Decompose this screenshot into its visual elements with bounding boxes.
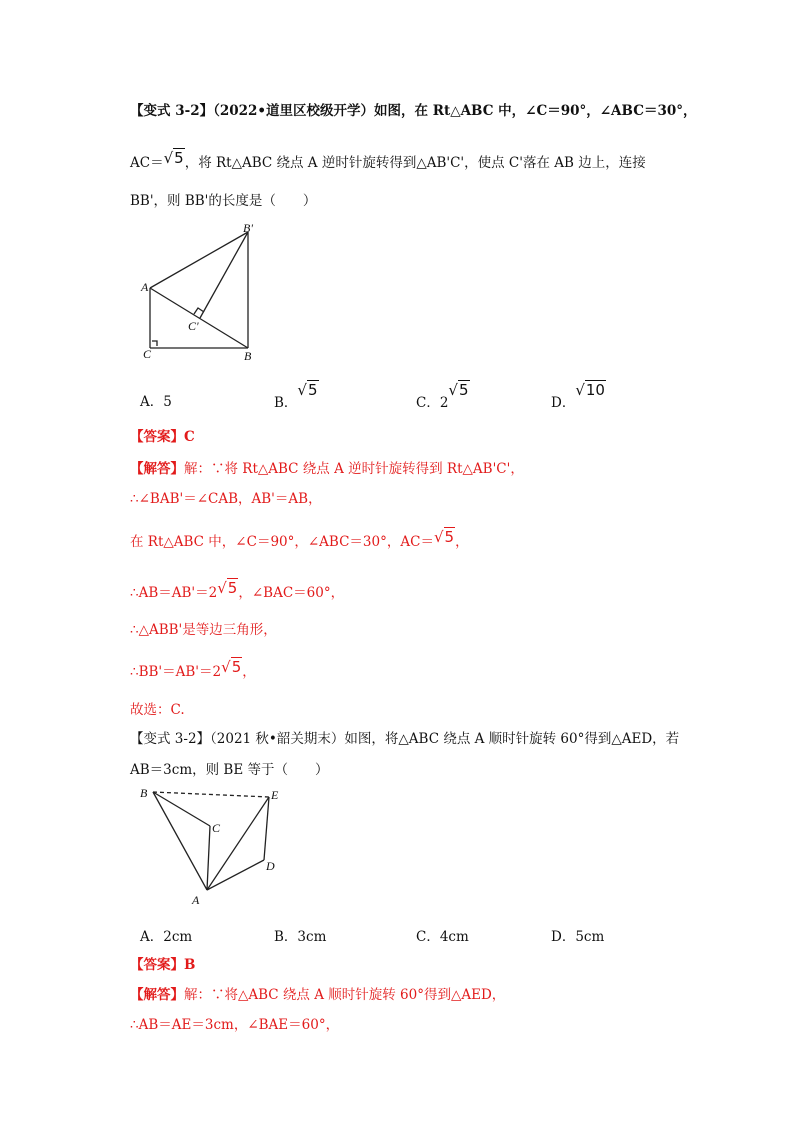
q2-stem-line1 — [130, 729, 679, 749]
label-b: B — [140, 786, 148, 800]
q1-option-c[interactable] — [416, 381, 470, 413]
sqrt-symbol: √10 — [575, 381, 605, 399]
segment-bc — [153, 792, 210, 826]
q1-sqrt5: 5 — [227, 579, 238, 597]
segment-ca — [207, 826, 210, 890]
label-a: A — [192, 893, 200, 907]
q1-stem-text: AC＝ — [130, 155, 164, 171]
sqrt-symbol: √5 — [217, 579, 238, 597]
q1-option-b[interactable] — [274, 381, 319, 413]
q1-option-d-label: D． — [551, 395, 576, 411]
q1-solution-line2: ∴∠BAB'＝∠CAB，AB'＝AB， — [130, 491, 322, 507]
q1-solution-text: ，∠BAC＝60°， — [238, 585, 345, 601]
segment-ab — [153, 792, 207, 890]
segment-ab-prime — [150, 232, 248, 288]
segment-da — [207, 860, 264, 890]
q1-option-b-label: B． — [274, 395, 298, 411]
sqrt-symbol: √5 — [448, 381, 469, 399]
q1-sqrt5: 5 — [231, 658, 242, 676]
label-b-prime: B' — [243, 222, 253, 235]
q2-solution-tag: 【解答】 — [130, 987, 184, 1003]
sqrt-symbol: √5 — [297, 381, 318, 399]
label-b: B — [244, 349, 252, 362]
right-angle-mark-c — [152, 341, 157, 346]
sqrt-symbol: √5 — [433, 528, 455, 546]
q1-option-c-label: C．2 — [416, 395, 449, 411]
segment-b-prime-c-prime — [200, 232, 248, 318]
q2-solution-line2: ∴AB＝AE＝3cm，∠BAE＝60°， — [130, 1017, 340, 1033]
q2-stem-text: 【变式 3-2】（2021 秋•韶关期末）如图，将△ABC 绕点 A 顺时针旋转 60°得到△AED，若 — [130, 731, 680, 747]
q2-solution-text: 解：∵将△ABC 绕点 A 顺时针旋转 60°得到△AED， — [184, 987, 506, 1003]
q1-solution-text: ∴BB'＝AB'＝2 — [130, 664, 222, 680]
label-d: D — [266, 859, 275, 873]
label-c: C — [212, 821, 221, 835]
q1-stem-line1 — [130, 101, 696, 121]
q1-stem-line3: BB'，则 BB'的长度是（ ） — [130, 193, 317, 209]
q1-solution-text: 解：∵将 Rt△ABC 绕点 A 逆时针旋转得到 Rt△AB'C'， — [184, 461, 524, 477]
q1-solution-line6 — [130, 658, 256, 682]
sqrt-symbol: √5 — [163, 149, 184, 167]
q2-option-d[interactable]: D．5cm — [551, 929, 605, 945]
q1-answer — [130, 427, 195, 447]
label-c-prime: C' — [188, 319, 199, 333]
q1-option-b-value: 5 — [307, 381, 318, 399]
q1-option-d-value: 10 — [585, 381, 605, 399]
q1-solution-text: ， — [455, 534, 469, 550]
q1-solution-line4 — [130, 579, 345, 603]
q2-option-b[interactable]: B．3cm — [274, 929, 327, 945]
label-e: E — [271, 788, 279, 802]
q2-stem-line2: AB＝3cm，则 BE 等于（ ） — [130, 762, 329, 778]
q1-solution-line3 — [130, 528, 469, 552]
q1-tag: 【变式 3-2】（2022•道里区校级开学）如图，在 Rt△ABC 中，∠C＝90°，∠ABC＝30°， — [130, 103, 697, 119]
q2-answer — [130, 955, 195, 975]
label-c: C — [143, 347, 152, 361]
q1-solution-text: 在 Rt△ABC 中，∠C＝90°，∠ABC＝30°，AC＝ — [130, 534, 434, 550]
q2-figure — [136, 782, 286, 910]
q2-option-a[interactable]: A．2cm — [140, 929, 193, 945]
q1-solution-tag: 【解答】 — [130, 461, 184, 477]
q1-solution-line5: ∴△ABB'是等边三角形， — [130, 622, 277, 638]
q1-stem-line2 — [130, 149, 646, 173]
q1-sqrt5: 5 — [174, 149, 184, 167]
segment-ed — [264, 797, 269, 860]
q2-option-c[interactable]: C．4cm — [416, 929, 469, 945]
q1-solution-text: ∴AB＝AB'＝2 — [130, 585, 218, 601]
q2-solution-line1 — [130, 985, 505, 1005]
q1-option-a[interactable]: A．5 — [140, 394, 172, 410]
q1-sqrt5: 5 — [444, 528, 455, 546]
q1-figure — [140, 222, 270, 362]
q1-option-d[interactable] — [551, 381, 606, 413]
q1-solution-line1 — [130, 459, 524, 479]
q1-option-c-value: 5 — [458, 381, 469, 399]
q1-stem-text: ，将 Rt△ABC 绕点 A 逆时针旋转得到△AB'C'，使点 C'落在 AB 边上，连接 — [184, 155, 646, 171]
label-a: A — [141, 280, 149, 294]
q1-solution-text: ， — [242, 664, 256, 680]
q1-answer-text: 【答案】C — [130, 429, 195, 445]
sqrt-symbol: √5 — [221, 658, 242, 676]
q2-answer-text: 【答案】B — [130, 957, 196, 973]
segment-ab — [150, 288, 248, 348]
segment-be-dashed — [153, 792, 269, 797]
segment-ae — [207, 797, 269, 890]
q1-solution-line7: 故选：C. — [130, 702, 185, 718]
